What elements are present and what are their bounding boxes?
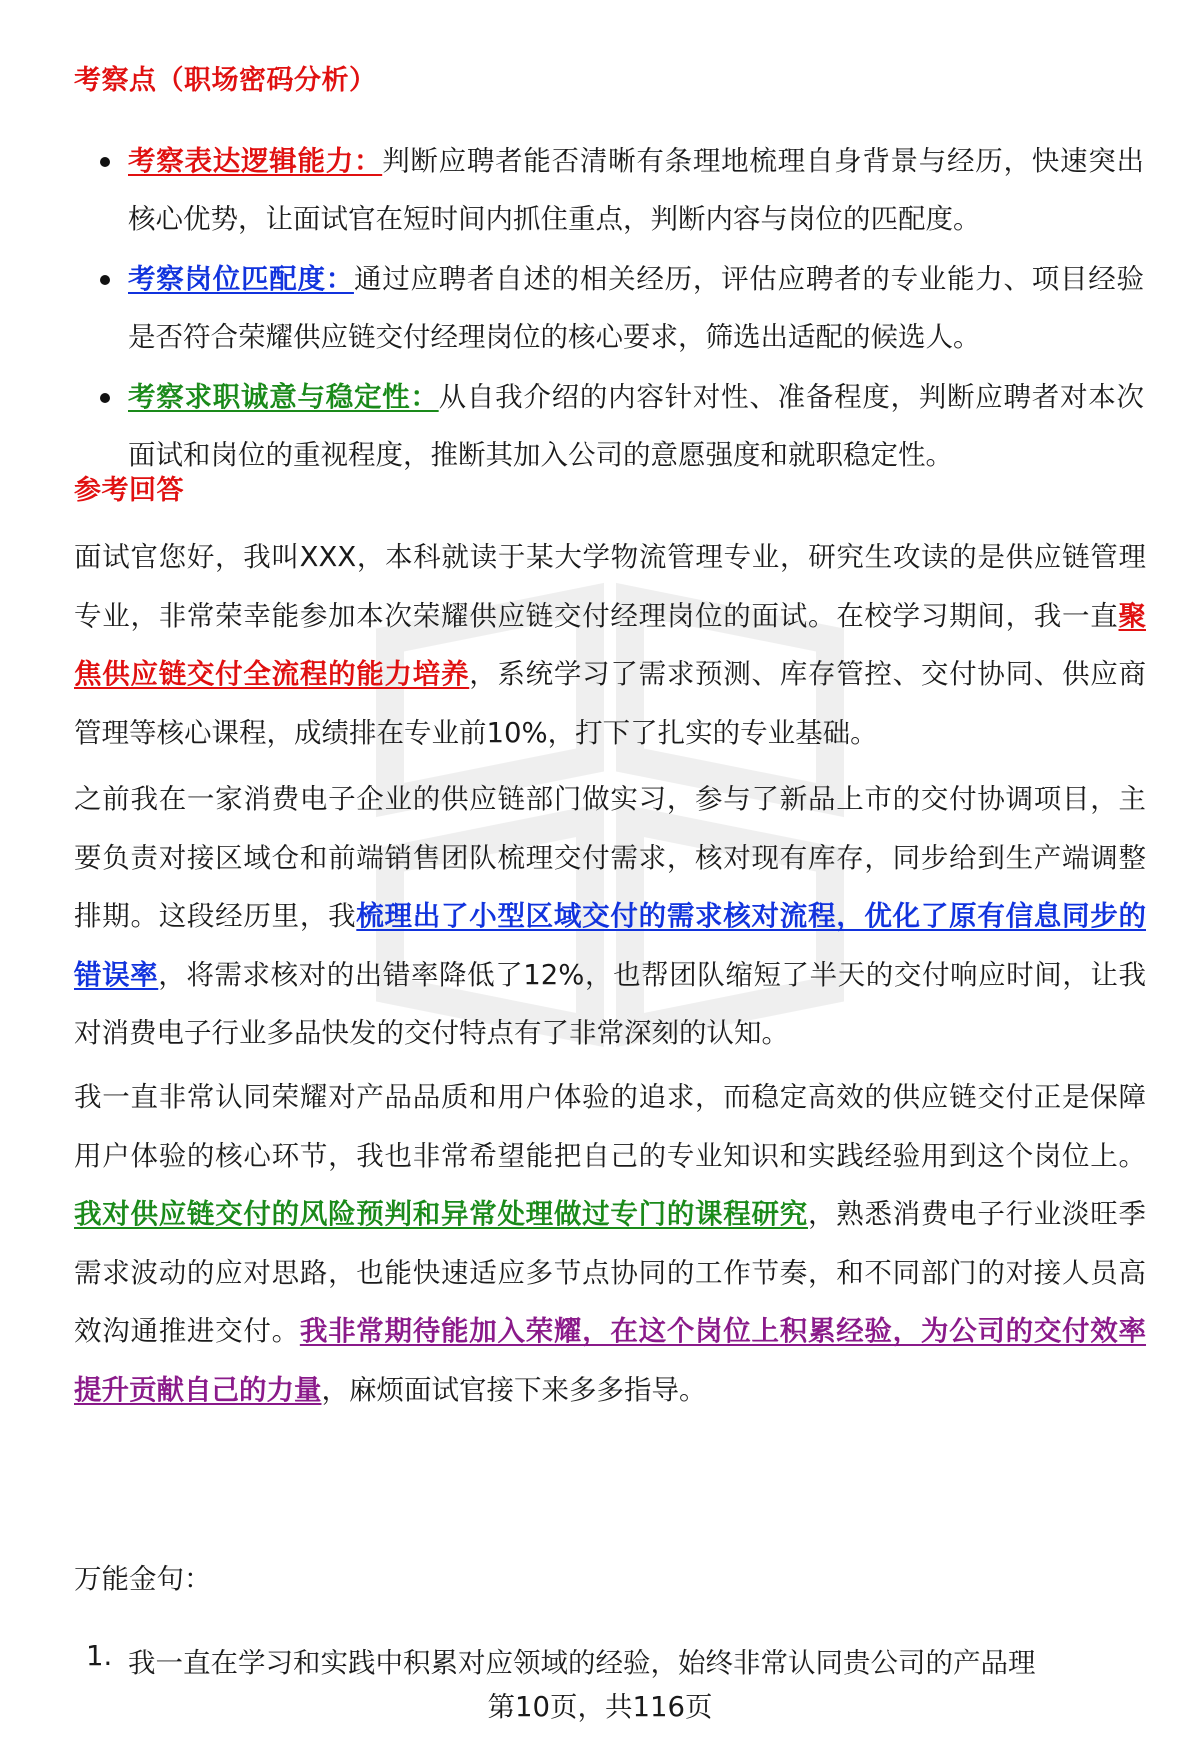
list-number: 1. [86,1640,113,1672]
bullet-item [74,368,1144,484]
bullet-text: 从自我介绍的内容针对性、准备程度，判断应聘者对本次面试和岗位的重视程度，推断其加入公司的意愿强度和就职稳定性。 [128,381,1144,471]
list-item-text: 我一直在学习和实践中积累对应领域的经验，始终非常认同贵公司的产品理 [128,1647,1036,1679]
bullet-label: 考察求职诚意与稳定性： [128,381,439,413]
paragraph-text: 之前我在一家消费电子企业的供应链部门做实习，参与了新品上市的交付协调项目，主要负责对接区域仓和前端销售团队梳理交付需求，核对现有库存，同步给到生产端调整排期。这段经历里，我 [74,783,1146,932]
paragraph-text: ，系统学习了需求预测、库存管控、交付协同、供应商管理等核心课程，成绩排在专业前10%，打下了扎实的专业基础。 [74,658,1147,749]
page-number-footer: 第10页，共116页 [487,1691,713,1723]
paragraph-text: ，熟悉消费电子行业淡旺季需求波动的应对思路，也能快速适应多节点协同的工作节奏，和不同部门的对接人员高效沟通推进交付。 [74,1198,1147,1347]
bullet-label: 考察岗位匹配度： [128,263,354,295]
bullet-label: 考察表达逻辑能力： [128,145,383,177]
bullet-item [74,250,1144,366]
paragraph-text: ，将需求核对的出错率降低了12%，也帮团队缩短了半天的交付响应时间，让我对消费电子行业多品快发的交付特点有了非常深刻的认知。 [74,958,1147,1049]
answer-paragraph-1 [74,528,1146,762]
assessment-bullet-list [74,132,1144,486]
highlight-text: 聚焦供应链交付全流程的能力培养 [74,599,1146,690]
bullet-text: 判断应聘者能否清晰有条理地梳理自身背景与经历，快速突出核心优势，让面试官在短时间内抓住重点，判断内容与岗位的匹配度。 [128,145,1144,235]
highlight-text: 我非常期待能加入荣耀，在这个岗位上积累经验，为公司的交付效率提升贡献自己的力量 [74,1315,1147,1406]
highlight-text: 梳理出了小型区域交付的需求核对流程，优化了原有信息同步的错误率 [74,900,1146,991]
bullet-dot-icon [100,275,110,285]
section-title-assessment: 考察点（职场密码分析） [74,65,377,96]
golden-sentence-label: 万能金句： [74,1563,212,1595]
bullet-dot-icon [100,393,110,403]
section-title-reference-answer: 参考回答 [74,475,184,506]
answer-paragraph-2 [74,770,1146,1063]
bullet-item [74,132,1144,248]
paragraph-text: ，麻烦面试官接下来多多指导。 [321,1373,707,1406]
paragraph-text: 我一直非常认同荣耀对产品品质和用户体验的追求，而稳定高效的供应链交付正是保障用户体验的核心环节，我也非常希望能把自己的专业知识和实践经验用到这个岗位上。 [74,1081,1146,1172]
bullet-text: 通过应聘者自述的相关经历，评估应聘者的专业能力、项目经验是否符合荣耀供应链交付经理岗位的核心要求，筛选出适配的候选人。 [128,263,1145,353]
answer-paragraph-3 [74,1068,1146,1419]
highlight-text: 我对供应链交付的风险预判和异常处理做过专门的课程研究 [74,1198,808,1230]
paragraph-text: 面试官您好，我叫XXX，本科就读于某大学物流管理专业，研究生攻读的是供应链管理专业，非常荣幸能参加本次荣耀供应链交付经理岗位的面试。在校学习期间，我一直 [74,541,1146,632]
bullet-dot-icon [100,157,110,167]
